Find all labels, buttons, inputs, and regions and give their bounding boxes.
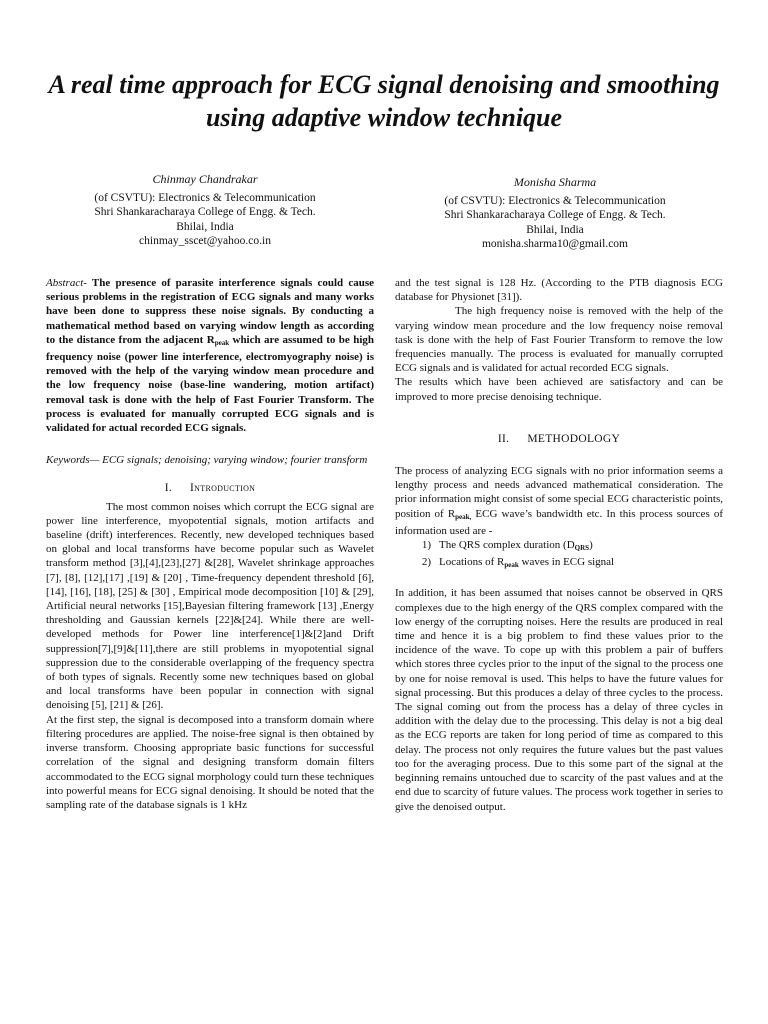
- author-block-1: [55, 172, 355, 249]
- methodology-text-2: ECG wave’s bandwidth etc. In this process sources of information used are -: [395, 507, 723, 537]
- list-item-number: 1): [421, 539, 431, 552]
- author-institution: Shri Shankaracharaya College of Engg. & Tech.: [444, 209, 666, 221]
- list-item-number: 2): [421, 556, 431, 569]
- intro-continued-paragraph: and the test signal is 128 Hz. (According to the PTB diagnosis ECG database for Physionet [31]).: [395, 277, 723, 304]
- author-affiliation: (of CSVTU): Electronics & Telecommunication: [94, 191, 316, 204]
- author-email: monisha.sharma10@gmail.com: [481, 238, 628, 250]
- intro-paragraph-1: The most common noises which corrupt the ECG signal are power line interference, myopotential signals, motion artifacts and baseline (drift) interferences. Recently, new developed techniques based on global and local transforms have become popular such as Wavelet transform method [3],[4],[23],[27] &[28], Wavelet shrinkage approaches [7], [8], [12],[17] ,[19] & [20] , Time-frequency dependent threshold [6], [14], [16], [18], [25] & [30] , Empirical mode decomposition [10] & [29], Artificial neural networks [15],Bayesian filtering framework [13] ,Energy thresholding and Gaussian kernels [22]&[24]. While there are well-developed methods for Power line interference[1]&[2]and Drift suppression[7],[9]&[11],there are still problems in myopotential signal suppression due to the considerable overlapping of the frequency spectra of both types of signals. Recently some new techniques based on global and local transforms have been popular in connection with signal denoising [5], [21] & [26].: [46, 500, 374, 712]
- section-heading-introduction: [46, 481, 374, 495]
- author-name: Chinmay Chandrakar: [152, 172, 258, 186]
- results-paragraph: The results which have been achieved are satisfactory and can be improved to more precise denoising technique.: [395, 376, 723, 403]
- methodology-subscript: peak,: [455, 512, 472, 521]
- list-item-text: The QRS complex duration (D: [439, 539, 575, 552]
- list-item-text-end: ): [589, 539, 593, 552]
- right-column: [395, 276, 723, 814]
- author-city: Bhilai, India: [176, 220, 234, 233]
- left-column: [46, 276, 374, 812]
- author-name: Monisha Sharma: [513, 175, 597, 189]
- list-item-subscript: peak: [504, 561, 519, 570]
- high-frequency-paragraph: The high frequency noise is removed with the help of the varying window mean procedure and the low frequency noise removal task is done with the help of Fast Fourier Transform to remove the low frequencies manually. The process is evaluated for manually corrupted ECG signals and is validated for actual recorded ECG signals.: [395, 305, 723, 375]
- list-item: [395, 555, 723, 572]
- section-title: Introduction: [190, 482, 256, 495]
- author-city: Bhilai, India: [526, 223, 584, 236]
- methodology-text-1: The process of analyzing ECG signals with no prior information seems a lengthy process and needs advanced mathematical consideration. The prior information might consist of some special ECG characteristic points, position of R: [395, 465, 723, 520]
- paper-title: A real time approach for ECG signal denoising and smoothing using adaptive window technique: [48, 70, 720, 132]
- author-affiliation: (of CSVTU): Electronics & Telecommunication: [444, 194, 666, 207]
- abstract-label: Abstract-: [46, 277, 87, 289]
- section-heading-methodology: [395, 432, 723, 446]
- information-list: [395, 538, 723, 572]
- list-item-text: Locations of R: [439, 556, 505, 569]
- abstract-text-1: The presence of parasite interference signals could cause serious problems in the registration of ECG signals and many works have been done to suppress these noise signals. By conducting a mathematical method based on varying window length as according to the distance from the adjacent R: [46, 277, 374, 346]
- section-number: II.: [497, 432, 510, 445]
- intro-paragraph-2: At the first step, the signal is decomposed into a transform domain where filtering procedures are applied. The noise-free signal is then obtained by inverse transform. Choosing appropriate basic functions for successful correlation of the signal and designing transform domain filters accommodated to the ECG signal morphology could turn these techniques into powerful means for ECG signal denoising. It should be noted that the sampling rate of the database signals is 1 kHz: [46, 713, 374, 811]
- section-title: METHODOLOGY: [527, 432, 621, 445]
- list-item-subscript: QRS: [574, 544, 590, 553]
- author-institution: Shri Shankaracharaya College of Engg. & Tech.: [94, 206, 316, 218]
- abstract-text-2: which are assumed to be high frequency noise (power line interference, electromyography noise) is removed with the help of the varying window mean procedure and the low frequency noise (base-line wandering, motion artifact) removal task is done with the help of Fast Fourier Transform. The process is evaluated for manually corrupted ECG signals and is validated for actual recorded ECG signals.: [46, 333, 374, 435]
- author-email: chinmay_sscet@yahoo.co.in: [139, 235, 271, 247]
- list-item-text-end: waves in ECG signal: [518, 556, 615, 569]
- section-number: I.: [164, 482, 173, 495]
- abstract-subscript: peak: [214, 338, 230, 347]
- methodology-paragraph-2: In addition, it has been assumed that noises cannot be observed in QRS complexes due to the high energy of the QRS complex compared with the low energy of the corrupting noises. Here the results are produced in real time and hence it is a big problem to find these values prior to the incidence of the wave. To cope up with this problem a pair of buffers which stores three cycles prior to the input of the signal to the process one by one for noise removal is used. This helps to have the future values for signal processing. But this produces a delay of three cycles to the process. The signal coming out from the process has a delay of three cycles in addition with the delay due to the processing. This delay is not a big deal as the ECG reports are taken for long period of time as compared to this delay. The process not only requires the future values but the past values too for the averaging process. Due to this some part of the signal at the beginning remains untouched due to scarcity of the past values and at the end due to scarcity of future values. The process work together in series to give the denoised output.: [395, 587, 723, 813]
- keywords: Keywords— ECG signals; denoising; varying window; fourier transform: [46, 454, 368, 467]
- list-item: [395, 538, 723, 555]
- methodology-paragraph-1: [395, 464, 723, 538]
- abstract: [46, 276, 374, 435]
- author-block-2: [390, 175, 720, 252]
